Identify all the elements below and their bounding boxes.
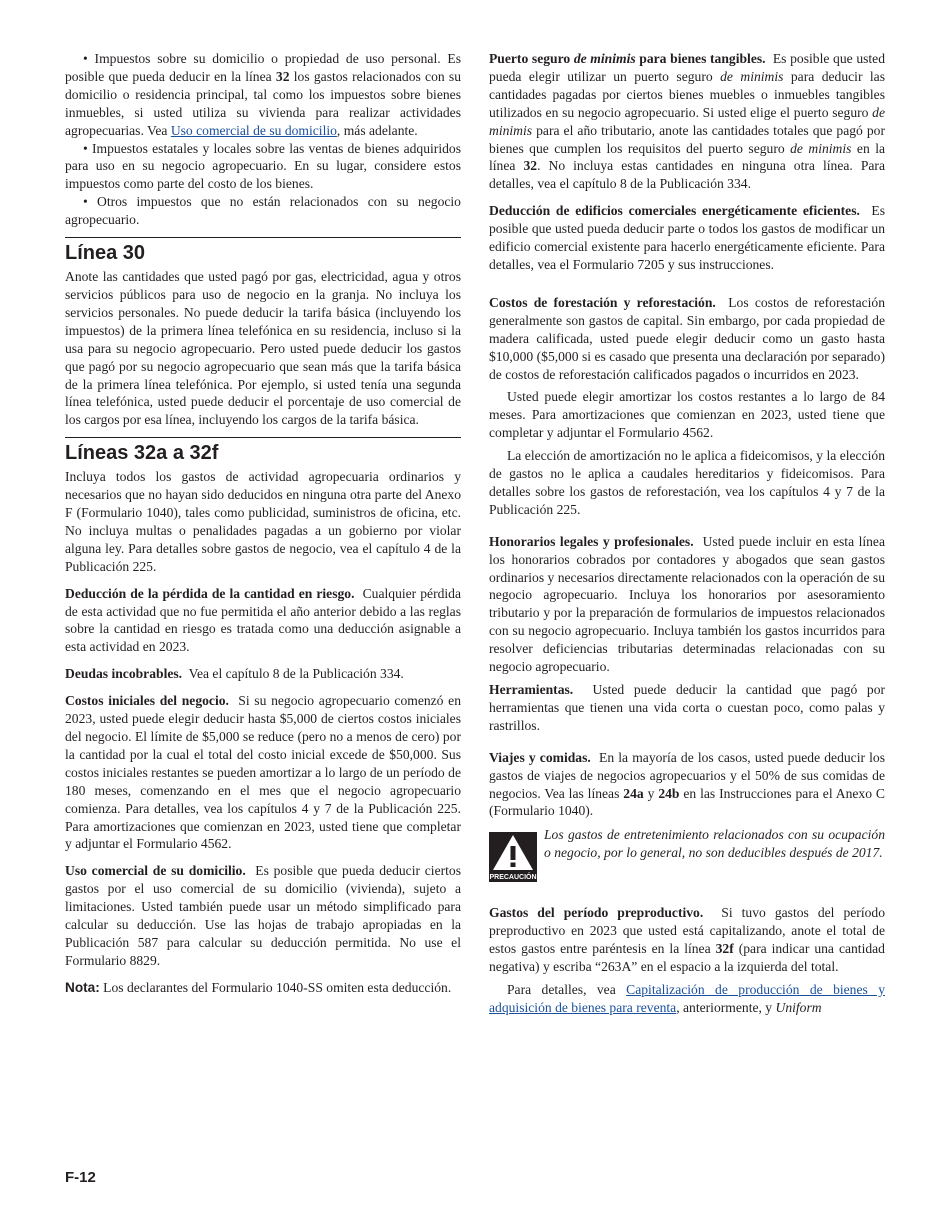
heading-linea-30: Línea 30 <box>65 242 146 265</box>
paragraph-nota: Nota: Los declarantes del Formulario 1040-SS omiten esta deducción. <box>65 979 452 995</box>
paragraph-forestacion-2: Usted puede elegir amortizar los costos restantes a lo largo de 84 meses. Para amortizaciones que comienzan en 2023, usted tiene que completar y adjuntar el Formulario 4562. <box>489 389 885 441</box>
paragraph-viajes: Viajes y comidas. En la mayoría de los casos, usted puede deducir los gastos de viajes de negocios agropecuarios y el 50% de sus comidas de negocios. Vea las líneas 24a y 24b en las Instrucciones para el Anexo C (Formulario 1040). <box>489 749 885 819</box>
paragraph-uso-comercial: Uso comercial de su domicilio. Es posible que pueda deducir ciertos gastos por el uso comercial de su domicilio (vivienda), sujeto a limitaciones. Usted también puede usar un método simplificado para calcular su deducción. Use las hojas de trabajo apropiadas en la Publicación 587 para calcular su deducción permitida. No use el Formulario 8829. <box>65 863 461 968</box>
paragraph-edificios: Deducción de edificios comerciales energéticamente eficientes. Es posible que usted pueda deducir parte o todos los gastos de modificar un edificio comercial existente para hacerlo energéticamente eficiente. Para detalles, vea el Formulario 7205 y sus instrucciones. <box>489 203 886 272</box>
paragraph-forestacion: Costos de forestación y reforestación. Los costos de reforestación generalmente son gastos de capital. Sin embargo, por cada propiedad de madera calificada, usted puede elegir deducir como un gasto hasta $10,000 ($5,000 si es casado que presenta una declaración por separado) de costos de reforestación calificados pagados o incurridos en 2023. <box>489 294 886 382</box>
caution-warning-icon <box>489 832 537 882</box>
paragraph-honorarios: Honorarios legales y profesionales. Usted puede incluir en esta línea los honorarios cobrados por contadores y abogados que sean gastos ordinarios y necesarios directamente relacionados con la operación de su negocio agropecuario. Incluya los honorarios por asesoramiento tributario y por la preparación de formularios de impuestos relacionados con su negocio agropecuario. Incluya también los gastos incurridos para resolver deficiencias tributarias determinadas relacionadas con su negocio agropecuario. <box>489 533 885 675</box>
paragraph-puerto-seguro: Puerto seguro de minimis para bienes tangibles. Es posible que usted pueda elegir utilizar un puerto seguro de minimis para deducir las cantidades pagadas por ciertos bienes muebles o inmuebles tangibles utilizados en su negocio agropecuario. Si usted elige el puerto seguro de minimis para el año tributario, anote las cantidades totales que pagó por bienes que cumplen los requisitos del puerto seguro de minimis en la línea 32. No incluya estas cantidades en ninguna otra línea. Para detalles, vea el capítulo 8 de la Publicación 334. <box>489 51 886 192</box>
link-capitalizacion[interactable]: Capitalización de producción de bienes y adquisición de bienes para reventa <box>489 981 885 1015</box>
bullet-domicilio: • Impuestos sobre su domicilio o propiedad de uso personal. Es posible que pueda deducir en la línea 32 los gastos relacionados con su domicilio o residencia principal, tal como los impuestos sobre bienes inmuebles, si usted utiliza su vivienda para realizar actividades agropecuarias. Vea Uso comercial de su domicilio, más adelante. <box>65 51 461 138</box>
paragraph-preproductivo-2: Para detalles, vea Capitalización de producción de bienes y adquisición de bienes para reventa, anteriormente, y Uniform <box>489 981 885 1015</box>
paragraph-deudas: Deudas incobrables. Vea el capítulo 8 de la Publicación 334. <box>65 666 404 682</box>
paragraph-preproductivo: Gastos del período preproductivo. Si tuvo gastos del período preproductivo en 2023 que usted está capitalizando, anote el total de estos gastos entre paréntesis en la línea 32f (para indicar una cantidad negativa) y escriba “263A” en el espacio a la izquierda del total. <box>489 905 886 975</box>
paragraph-herramientas: Herramientas. Usted puede deducir la cantidad que pagó por herramientas que tienen una vida corta o cuestan poco, como palas y rastrillos. <box>489 682 886 733</box>
lineas-32-text: Incluya todos los gastos de actividad agropecuaria ordinarios y necesarios que no hayan sido deducidos en ninguna otra parte del Anexo F (Formulario 1040), tales como publicidad, suministros de oficina, etc. No incluya multas o penalidades pagadas a un gobierno por violar alguna ley. Para detalles sobre gastos de negocio, vea el capítulo 4 de la Publicación 225. <box>65 469 461 574</box>
bullet-otros: • Otros impuestos que no están relacionados con su negocio agropecuario. <box>65 194 461 228</box>
section-divider <box>65 437 461 438</box>
bullet-ventas: • Impuestos estatales y locales sobre las ventas de bienes adquiridos para uso en su negocio agropecuario. En su lugar, considere estos impuestos como parte del costo de los bienes. <box>65 140 461 192</box>
right-column <box>489 50 885 1017</box>
caution-box <box>489 826 885 882</box>
section-divider <box>65 237 461 238</box>
page-number: F-12 <box>65 1169 96 1186</box>
caution-label: PRECAUCIÓN <box>489 874 537 882</box>
left-column <box>65 50 461 997</box>
heading-lineas-32: Líneas 32a a 32f <box>65 442 219 465</box>
paragraph-costos-iniciales: Costos iniciales del negocio. Si su negocio agropecuario comenzó en 2023, usted puede elegir deducir hasta $5,000 de ciertos costos iniciales del negocio. El límite de $5,000 se reduce (pero no a menos de cero) por la cantidad por la cual el total del costo inicial excede de $50,000. Sus costos iniciales restantes se pueden amortizar a lo largo de un período de 180 meses, comenzando en el mes que el negocio agropecuario comienza. Para detalles, vea los capítulos 4 y 7 de la Publicación 225. Para amortizaciones que comienzan en 2023, usted tiene que completar y adjuntar el Formulario 4562. <box>65 693 461 852</box>
link-uso-comercial-domicilio[interactable]: Uso comercial de su domicilio <box>170 122 337 138</box>
caution-text: Los gastos de entretenimiento relacionados con su ocupación o negocio, por lo general, no son deducibles después de 2017. <box>544 827 885 861</box>
paragraph-forestacion-3: La elección de amortización no le aplica a fideicomisos, y la elección de gastos no le aplica a caudales hereditarios y fideicomisos. Para detalles sobre los gastos de reforestación, vea los capítulos 4 y 7 de la Publicación 225. <box>489 448 885 517</box>
linea-30-text: Anote las cantidades que usted pagó por gas, electricidad, agua y otros servicios públicos para uso de negocio en la granja. No incluya los servicios personales. No puede deducir la tarifa básica (incluyendo los impuestos) de la primera línea telefónica en su residencia, incluso si la usa para su negocio agropecuario. Pero usted puede deducir los gastos que pagó por su negocio agropecuario que sean más que la tarifa básica de la primera línea telefónica. Por ejemplo, si usted tenía una segunda línea telefónica, usted puede deducir el porcentaje de uso comercial de los cargos por esa línea, incluyendo los cargos de la tarifa básica. <box>65 269 461 428</box>
paragraph-riesgo: Deducción de la pérdida de la cantidad en riesgo. Cualquier pérdida de esta actividad que no fue permitida el año anterior debido a las reglas sobre la cantidad en riesgo es tratada como una deducción asignable a esta actividad en 2023. <box>65 585 462 655</box>
